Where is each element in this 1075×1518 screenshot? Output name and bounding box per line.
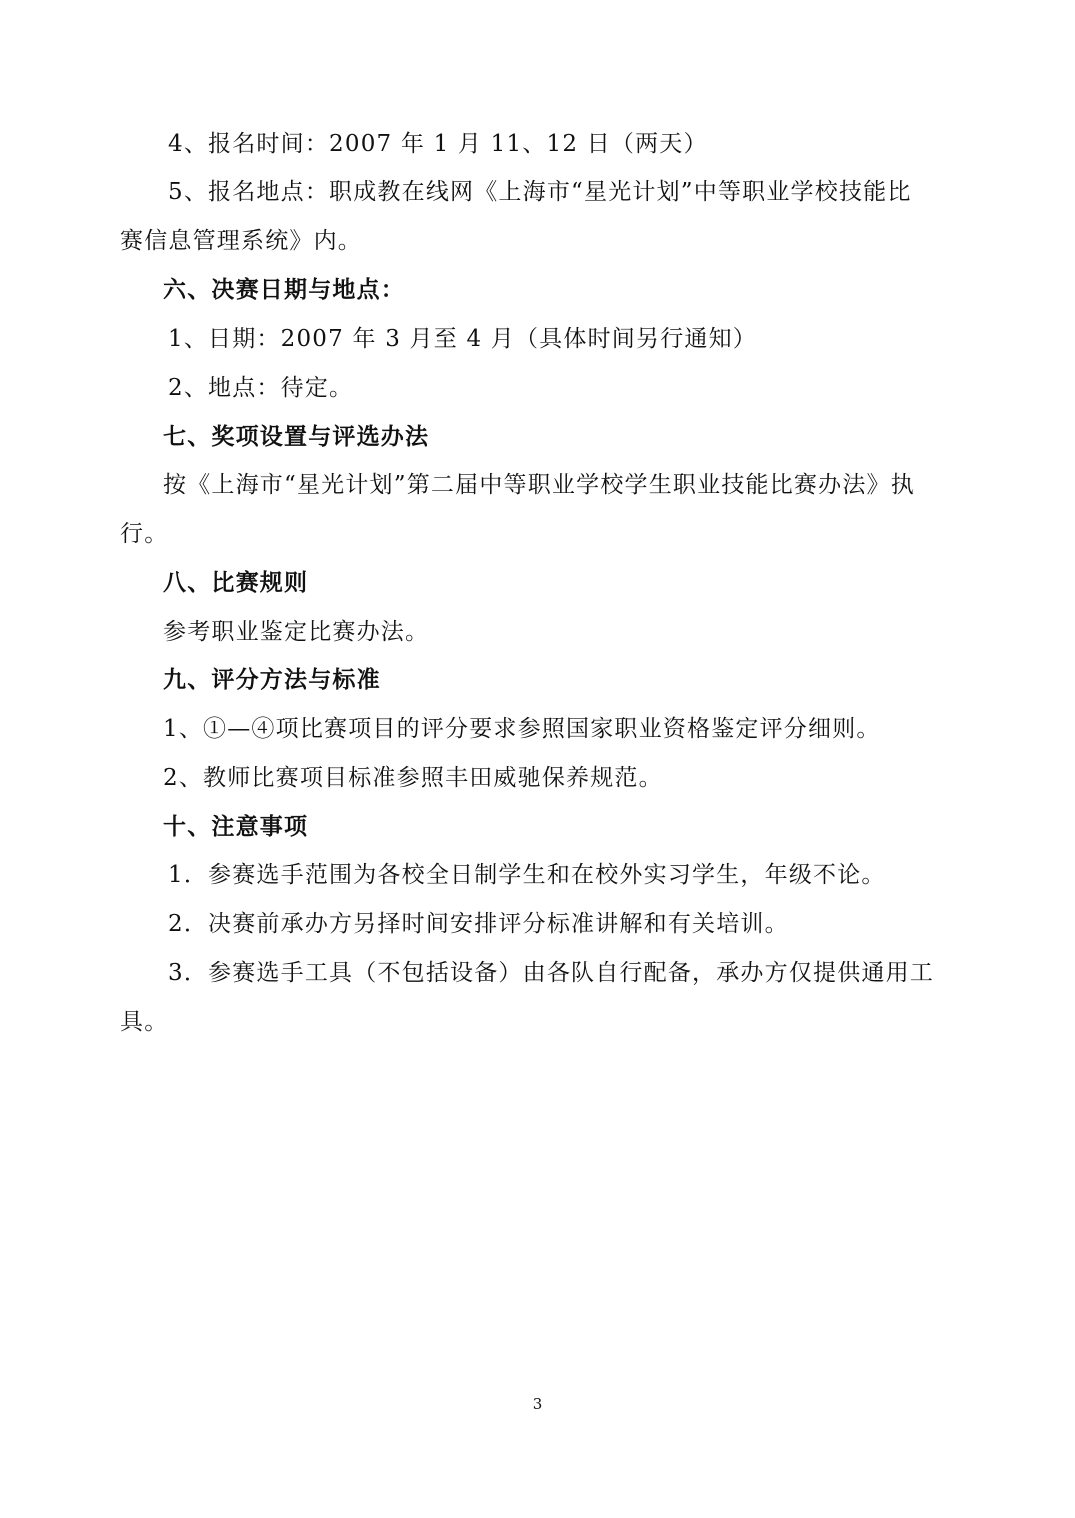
scoring-item-2: 2、教师比赛项目标准参照丰田威驰保养规范。 [163, 765, 663, 791]
section-heading-notes: 十、注意事项 [163, 814, 309, 840]
awards-text: 按《上海市“星光计划”第二届中等职业学校学生职业技能比赛办法》执 [163, 472, 915, 498]
notes-item-1: 1．参赛选手范围为各校全日制学生和在校外实习学生，年级不论。 [168, 862, 886, 888]
section-heading-awards: 七、奖项设置与评选办法 [163, 424, 430, 450]
final-location: 2、地点：待定。 [168, 375, 354, 401]
registration-location: 5、报名地点：职成教在线网《上海市“星光计划”中等职业学校技能比 [168, 179, 912, 205]
awards-text-continued: 行。 [120, 521, 169, 547]
page-number: 3 [532, 1395, 543, 1413]
notes-item-3: 3．参赛选手工具（不包括设备）由各队自行配备，承办方仅提供通用工 [168, 960, 935, 986]
section-heading-scoring: 九、评分方法与标准 [163, 667, 381, 693]
registration-time: 4、报名时间：2007 年 1 月 11、12 日（两天） [168, 131, 708, 157]
final-date: 1、日期：2007 年 3 月至 4 月（具体时间另行通知） [168, 326, 757, 352]
notes-item-2: 2．决赛前承办方另择时间安排评分标准讲解和有关培训。 [168, 911, 789, 937]
section-heading-rules: 八、比赛规则 [163, 570, 309, 596]
section-heading-final-date-location: 六、决赛日期与地点： [163, 277, 405, 303]
registration-location-continued: 赛信息管理系统》内。 [120, 228, 362, 254]
rules-text: 参考职业鉴定比赛办法。 [163, 619, 430, 645]
scoring-item-1: 1、①—④项比赛项目的评分要求参照国家职业资格鉴定评分细则。 [163, 716, 881, 742]
notes-item-3-continued: 具。 [120, 1009, 169, 1035]
